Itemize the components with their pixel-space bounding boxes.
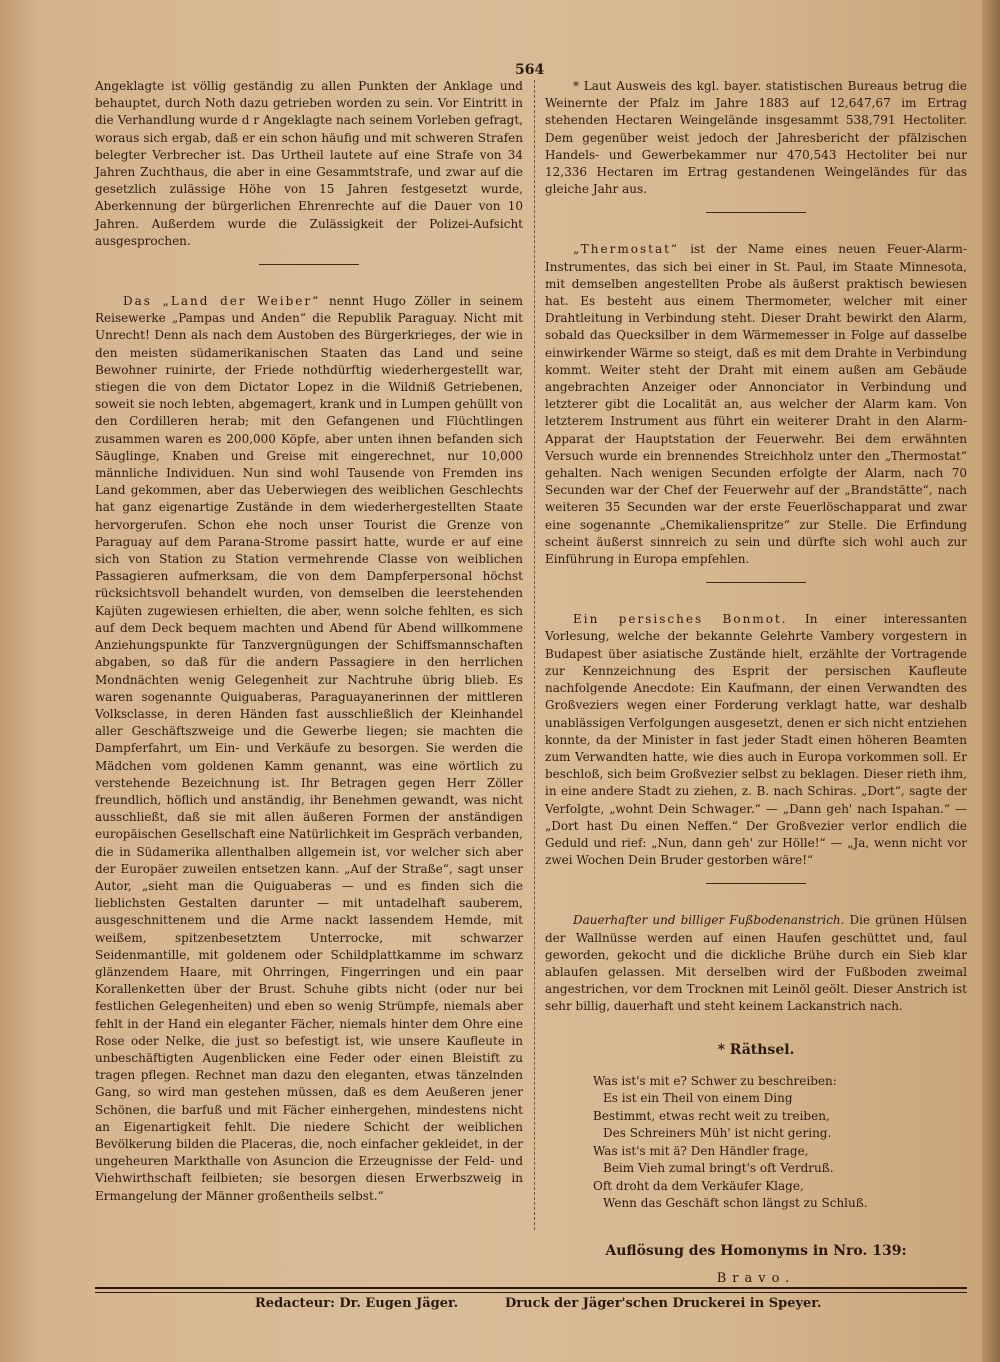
footer-druck: Druck der Jäger'schen Druckerei in Speyer. (505, 1296, 822, 1311)
aufloesung-answer: Bravo. (716, 1270, 796, 1286)
raetsel-poem (545, 1073, 967, 1213)
poem-line: Oft droht da dem Verkäufer Klage, (593, 1178, 804, 1193)
left-column (95, 78, 523, 1205)
section-divider (706, 883, 806, 884)
land-der-weiber-article (95, 293, 523, 1205)
footer-rule (95, 1287, 967, 1293)
section-divider (259, 264, 359, 265)
fussboden-article (545, 912, 967, 1015)
poem-line: Was ist's mit e? Schwer zu beschreiben: (593, 1073, 837, 1088)
column-divider (534, 80, 535, 1230)
aufloesung-heading: Auflösung des Homonyms in Nro. 139: (605, 1242, 907, 1259)
poem-line: Bestimmt, etwas recht weit zu treiben, (593, 1108, 830, 1123)
raetsel-heading: * Räthsel. (717, 1041, 795, 1058)
weinernte-footnote: * Laut Ausweis des kgl. bayer. statistischen Bureaus betrug die Weinernte der Pfalz im Jahre 1883 auf 12,647,67 im Ertrag stehenden Hectaren Weingelände insgesammt 538,791 Hectoliter. Dem gegenüber weist jedoch der Jahresbericht der pfälzischen Handels- und Gewerbekammer nur 470,543 Hectoliter bei nur 12,336 Hectaren im Ertrag gestandenen Weingeländes für das gleiche Jahr aus. (545, 79, 967, 197)
article-heading: Ein persisches Bonmot. (573, 612, 788, 627)
article-body: Die grünen Hülsen der Wallnüsse werden auf einen Haufen geschüttet und, faul geworden, gekocht und die dickliche Brühe durch ein Sieb klar ablaufen gelassen. Mit derselben wird der Fußboden zweimal angestrichen, vor dem Trocknen mit Leinöl geölt. Dieser Anstrich ist sehr billig, dauerhaft und steht keinem Lackanstrich nach. (545, 913, 968, 1014)
poem-line: Wenn das Geschäft schon längst zu Schluß. (603, 1196, 868, 1211)
article-body: In einer interessanten Vorlesung, welche der bekannte Gelehrte Vambery vorgestern in Budapest über asiatische Zustände hielt, erzählte der Vortragende zur Kennzeichnung des Esprit der persischen Kaufleute nachfolgende Anecdote: Ein Kaufmann, der einen Verwandten des Großveziers wegen einer Forderung verklagt hatte, war deshalb unablässigen Verfolgungen ausgesetzt, denen er sich nicht entziehen konnte, da der Minister in fast jeder Stadt einen höheren Beamten zum Verwandten hatte, wie dies auch in Europa vorkommen soll. Er beschloß, sich beim Großvezier selbst zu beklagen. Dieser rieth ihm, in eine andere Stadt zu ziehen, z. B. nach Schiras. „Dort“, sagte der Verfolgte, „wohnt Dein Schwager.“ — „Dann geh' nach Ispahan.“ — „Dort hast Du einen Neffen.“ Der Großvezier verlor endlich die Geduld und rief: „Nun, dann geh' zur Hölle!“ — „Ja, wenn nicht vor zwei Wochen Dein Bruder gestorben wäre!“ (545, 612, 968, 868)
bonmot-article (545, 611, 967, 869)
footer-redacteur: Redacteur: Dr. Eugen Jäger. (255, 1296, 459, 1311)
article-body: nennt Hugo Zöller in seinem Reisewerke „Pampas und Anden“ die Republik Paraguay. Nicht mit Unrecht! Denn als nach dem Austoben des Bürgerkrieges, der wie in den meisten südamerikanischen Staaten das Land und seine Bewohner ruinirte, der Friede nothdürftig wiederhergestellt war, stiegen die von dem Dictator Lopez in die Wildniß Getriebenen, soweit sie noch lebten, abgemagert, krank und in Lumpen gehüllt von den Cordilleren herab; mit den Gefangenen und Flüchtlingen zusammen waren es 200,000 Köpfe, aber unten ihnen befanden sich Säuglinge, Knaben und Greise mit eingerechnet, nur 10,000 männliche Individuen. Nun sind wohl Tausende von Fremden ins Land gekommen, aber das Ueberwiegen des weiblichen Geschlechts hat ganz eigenartige Zustände in dem wiederhergestellten Staate hervorgerufen. Schon ehe noch unser Tourist die Grenze von Paraguay auf dem Parana-Strome passirt hatte, wurde er auf eine sich von Station zu Station vermehrende Classe von weiblichen Passagieren aufmerksam, die von dem Dampferpersonal höchst rücksichtsvoll behandelt wurden, von demselben die leerstehenden Kajüten zugewiesen erhielten, die aber, wenn solche fehlten, es sich auf dem Deck bequem machten und Abend für Abend willkommene Anziehungspunkte für Tanzvergnügungen der Schiffsmannschaften abgaben, so daß für die andern Passagiere in den herrlichen Mondnächten wenig Gelegenheit zur Nachtruhe übrig blieb. Es waren sogenannte Quiguaberas, Paraguayanerinnen der mittleren Volksclasse, in deren Händen fast ausschließlich der Kleinhandel aller Geschäftszweige und die Gewerbe liegen; sie machten die Dampferfahrt, um Ein- und Verkäufe zu besorgen. Sie werden die Mädchen vom goldenen Kamm genannt, was eine wörtlich zu verstehende Bezeichnung ist. Ihr Betragen gegen Herr Zöller freundlich, höflich und anständig, ihr Benehmen gewandt, was nicht ausschließt, daß sie mit allen äußeren Formen der anständigen europäischen Gesellschaft eine Natürlichkeit im Gespräch verbanden, die in Südamerika allenthalben allgemein ist, vor welcher sich aber der Europäer zuweilen entsetzen kann. „Auf der Straße“, sagt unser Autor, „sieht man die Quiguaberas — und es finden sich die lieblichsten Gestalten darunter — mit untadelhaft sauberem, ausgeschnittenem und die Arme nackt lassendem Hemde, mit weißem, spitzenbesetztem Unterrocke, mit schwarzer Seidenmantille, mit goldenem oder Schildplattkamme im schwarz glänzendem Haare, mit Ohrringen, Fingerringen und ein paar Korallenketten über der Brust. Schuhe gibts nicht (oder nur bei festlichen Gelegenheiten) und eben so wenig Strümpfe, niemals aber fehlt in der Hand ein eleganter Fächer, niemals hinter dem Ohre eine Rose oder Nelke, die just so befestigt ist, wie unsere Kaufleute in unbeschäftigten Augenblicken eine Feder oder einen Bleistift zu tragen pflegen. Rechnet man dazu den eleganten, etwas tänzelnden Gang, so wird man gestehen müssen, daß es dem Aeußeren jener Schönen, die barfuß und mit Fächer einhergehen, mindestens nicht an Eigenartigkeit fehlt. Die niedere Schicht der weiblichen Bevölkerung bilden die Placeras, die, noch einfacher gekleidet, in der ungeheuren Markthalle von Asuncion die Erzeugnisse der Feld- und Viehwirthschaft feilbieten; sie besorgen diesen Erwerbszweig in Ermangelung der Männer großentheils selbst.“ (95, 294, 523, 1203)
article-heading: Dauerhafter und billiger Fußbodenanstrich. (573, 913, 845, 928)
section-divider (706, 582, 806, 583)
poem-line: Was ist's mit ä? Den Händler frage, (593, 1143, 809, 1158)
article-body: ist der Name eines neuen Feuer-Alarm-Instrumentes, das sich bei einer in St. Paul, im Staate Minnesota, mit demselben angestellten Probe als äußerst praktisch bewiesen hat. Es besteht aus einem Thermometer, welcher mit einer Drahtleitung in Verbindung steht. Dieser Draht bewirkt den Alarm, sobald das Quecksilber in dem Wärmemesser in Folge auf dasselbe einwirkender Wärme so steigt, daß es mit dem Drahte in Verbindung kommt. Weiter steht der Draht mit einem außen am Gebäude angebrachten Anzeiger oder Annonciator in Verbindung und letzterer gibt die Localität an, aus welcher der Alarm kam. Von letzterem Instrument aus führt ein weiterer Draht in den Alarm-Apparat der Hauptstation der Feuerwehr. Bei dem erwähnten Versuch wurde ein brennendes Streichholz unter den „Thermostat“ gehalten. Nach wenigen Secunden erfolgte der Alarm, nach 70 Secunden war der Chef der Feuerwehr auf der „Brandstätte“, nach weiteren 35 Secunden war der erste Feuerlöschapparat und zwar eine sogenannte „Chemikalienspritze“ zur Stelle. Die Erfindung scheint äußerst sinnreich zu sein und dürfte sich wohl auch zur Einführung in Europa empfehlen. (545, 242, 967, 567)
poem-line: Des Schreiners Müh' ist nicht gering. (603, 1126, 832, 1141)
page-number: 564 (515, 62, 545, 78)
court-report-paragraph: Angeklagte ist völlig geständig zu allen Punkten der Anklage und behauptet, durch Noth dazu getrieben worden zu sein. Vor Eintritt in die Verhandlung wurde d r Angeklagte nach seinem Vorleben gefragt, woraus sich ergab, daß er ein schon häufig und mit schweren Strafen belegter Verbrecher ist. Das Urtheil lautete auf eine Strafe von 34 Jahren Zuchthaus, die aber in eine Gesammtstrafe, und zwar auf die gesetzlich zulässige Höhe von 15 Jahren festgesetzt wurde, Aberkennung der bürgerlichen Ehrenrechte auf die Dauer von 10 Jahren. Außerdem wurde die Zulässigkeit der Polizei-Aufsicht ausgesprochen. (95, 79, 523, 248)
poem-line: Beim Vieh zumal bringt's oft Verdruß. (603, 1161, 834, 1176)
article-heading: Das „Land der Weiber“ (123, 294, 321, 309)
right-column (545, 78, 967, 1287)
thermostat-article (545, 241, 967, 568)
section-divider (706, 212, 806, 213)
article-heading: „Thermostat“ (573, 242, 680, 257)
poem-line: Es ist ein Theil von einem Ding (603, 1091, 793, 1106)
page-edge (982, 0, 1000, 1362)
